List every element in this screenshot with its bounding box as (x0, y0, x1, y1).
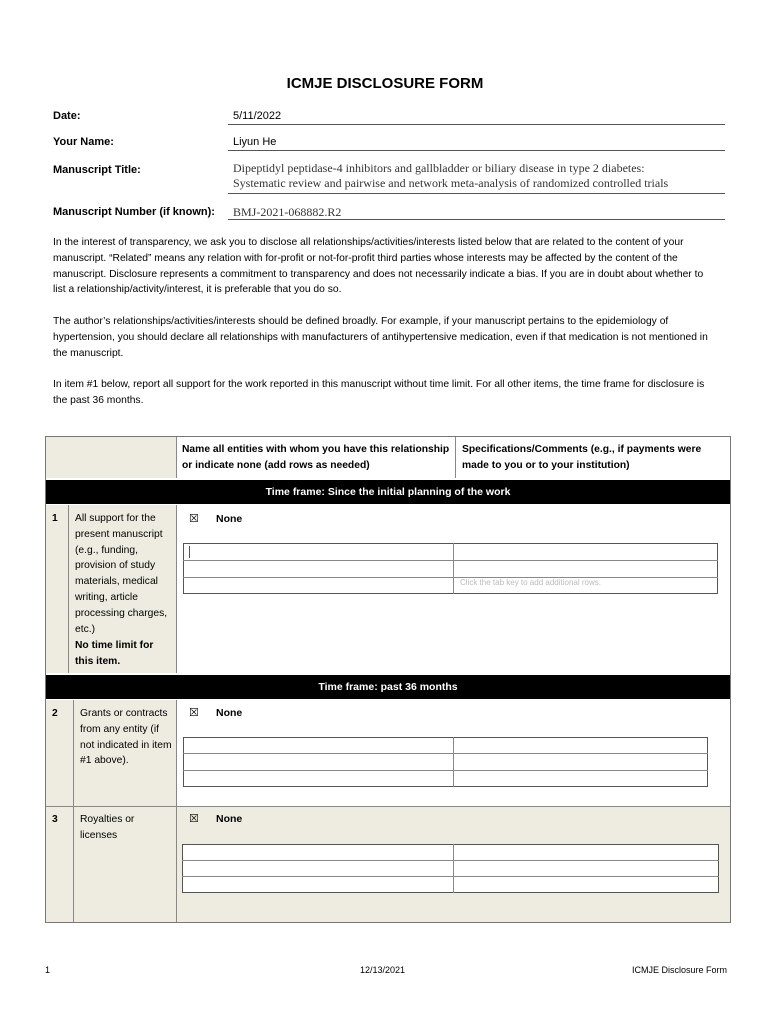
item-2-number: 2 (52, 708, 58, 719)
item-1-entity-input-1[interactable] (184, 544, 452, 559)
item-1-comment-input-1[interactable] (454, 544, 717, 559)
item-1-none-label: None (216, 513, 243, 525)
item-1-none-checkbox[interactable]: ☒ (189, 513, 199, 525)
item-2-none-label: None (216, 707, 243, 719)
item-1-number: 1 (52, 513, 58, 524)
item-1-entity-input-2[interactable] (184, 561, 452, 576)
item-1-description: All support for the present manuscript (e.g., funding, provision of study materials, medical writing, article processing charges, etc.) (75, 513, 168, 635)
item-3-entity-input-1[interactable] (183, 845, 452, 859)
intro-paragraph: In the interest of transparency, we ask you to disclose all relationships/activities/interests listed below that are related to the content of your manuscript. “Related” means any relation with for-profit or not-for-profit third parties whose interests may be affected by the content of the manuscript. Disclosure represents a commitment to transparency and does not necessarily indicate a bias. If you are in doubt about whether to list a relationship/activity/interest, it is preferable that you do so. (53, 237, 704, 296)
item-1-comment-input-2[interactable] (454, 561, 717, 576)
item-3-none-label: None (216, 813, 243, 825)
item-1-entity-input-3[interactable] (184, 578, 452, 593)
add-rows-hint: Click the tab key to add additional rows. (460, 578, 601, 587)
date-field[interactable]: 5/11/2022 (228, 110, 725, 125)
footer-date: 12/13/2021 (360, 965, 406, 975)
comments-column-header: Specifications/Comments (e.g., if payments were made to you or to your institution) (462, 444, 702, 471)
item-2-comment-input-1[interactable] (454, 738, 707, 752)
timeframe-bar-initial: Time frame: Since the initial planning of the work (46, 480, 730, 504)
manuscript-number-field[interactable] (228, 203, 725, 220)
your-name-label: Your Name: (53, 136, 114, 148)
your-name-field[interactable]: Liyun He (228, 136, 725, 151)
definition-paragraph: The author’s relationships/activities/interests should be defined broadly. For example, if your manuscript pertains to the epidemiology of hypertension, you should declare all relationships with manufacturers of antihypertensive medication, even if that medication is not mentioned in the manuscript. (53, 316, 708, 359)
manuscript-title-label: Manuscript Title: (53, 164, 141, 176)
form-title: ICMJE DISCLOSURE FORM (286, 75, 484, 92)
item-3-comment-input-1[interactable] (454, 845, 718, 859)
entities-column-header: Name all entities with whom you have this relationship or indicate none (add rows as needed) (182, 444, 450, 471)
page-number: 1 (45, 965, 51, 975)
footer-form-name: ICMJE Disclosure Form (632, 965, 728, 975)
item-3-description: Royalties or licenses (80, 814, 135, 841)
manuscript-title-field[interactable] (228, 161, 725, 194)
item-3-number: 3 (52, 814, 58, 825)
header-empty-cell (46, 437, 176, 478)
manuscript-number-value: BMJ-2021-068882.R2 (233, 205, 342, 219)
item-2-entity-input-1[interactable] (184, 738, 452, 752)
date-label: Date: (53, 110, 81, 122)
timeframe-bar-36-months: Time frame: past 36 months (46, 675, 730, 699)
item-1-note: No time limit for this item. (75, 640, 154, 667)
item-2-none-checkbox[interactable]: ☒ (189, 707, 199, 719)
item-3-none-checkbox[interactable]: ☒ (189, 813, 199, 825)
manuscript-number-label: Manuscript Number (if known): (53, 206, 215, 218)
item-2-description: Grants or contracts from any entity (if not indicated in item #1 above). (80, 708, 172, 767)
manuscript-title-line-1: Dipeptidyl peptidase-4 inhibitors and gallbladder or biliary disease in type 2 diabetes: (233, 161, 645, 175)
timeframe-paragraph: In item #1 below, report all support for the work reported in this manuscript without time limit. For all other items, the time frame for disclosure is the past 36 months. (53, 379, 705, 406)
manuscript-title-line-2: Systematic review and pairwise and network meta-analysis of randomized controlled trials (233, 176, 669, 190)
